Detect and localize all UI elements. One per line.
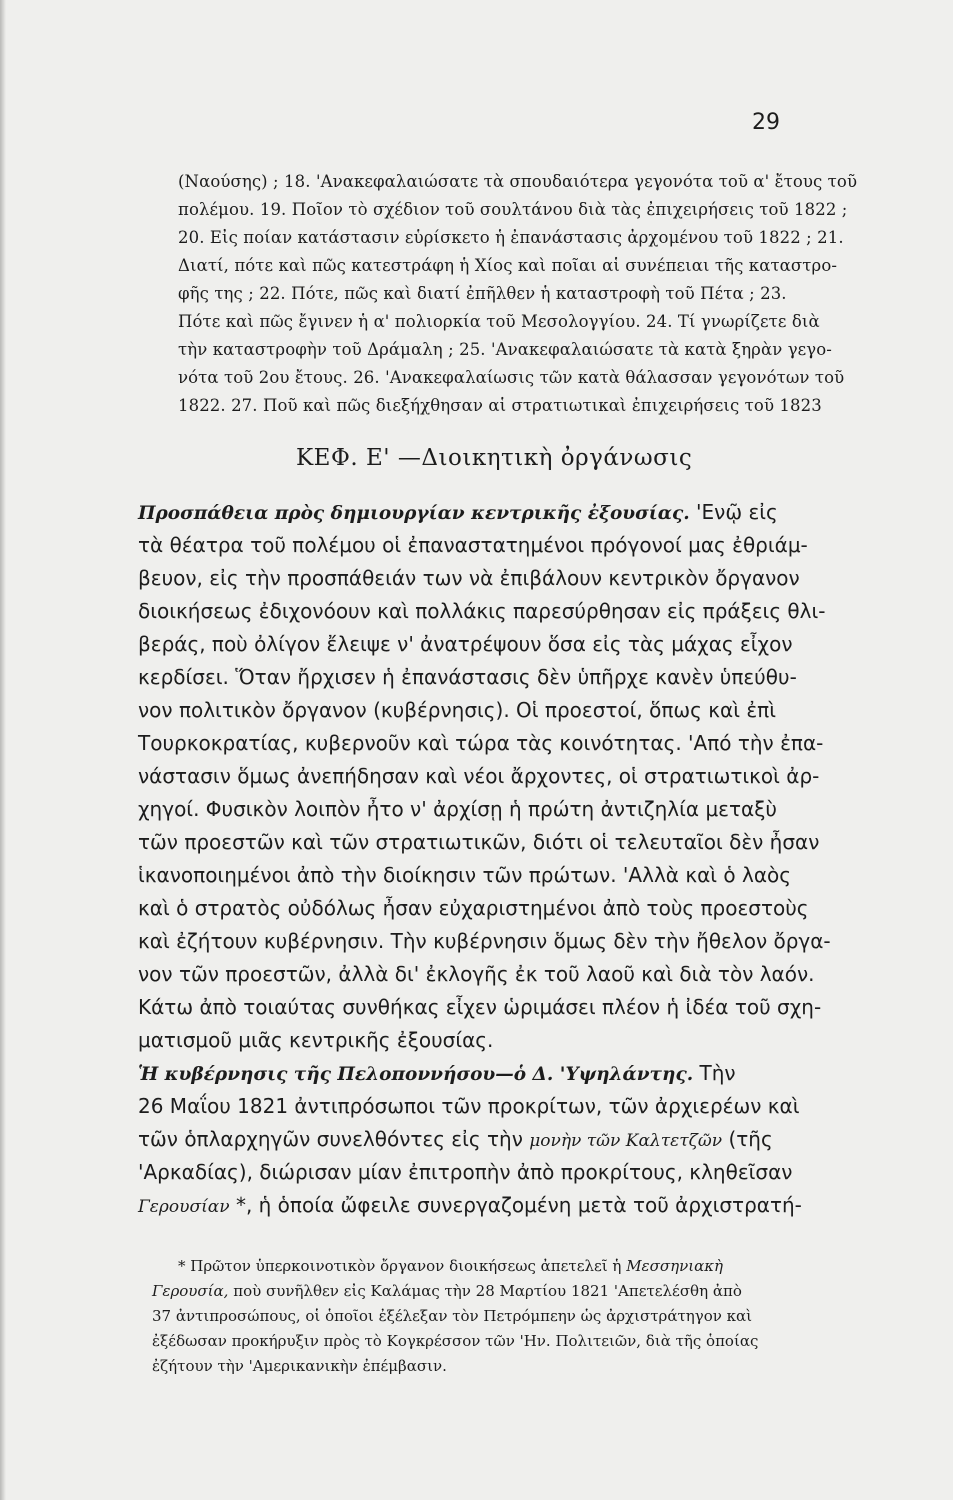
body-line: βεράς, ποὺ ὀλίγον ἔλειψε ν' ἀνατρέψουν ὅσα εἰς τὰς μάχας εἶχον [138, 632, 793, 656]
body-line: νον τῶν προεστῶν, ἀλλὰ δι' ἐκλογῆς ἐκ τοῦ λαοῦ καὶ διὰ τὸν λαόν. [138, 962, 815, 986]
body-line: διοικήσεως ἐδιχονόουν καὶ πολλάκις παρεσύρθησαν εἰς πράξεις θλι- [138, 599, 826, 623]
body-text: (τῆς [728, 1127, 773, 1151]
body-text: Τὴν [699, 1061, 736, 1085]
body-line: καὶ ἐζήτουν κυβέρνησιν. Τὴν κυβέρνησιν ὅμως δὲν τὴν ἤθελον ὄργα- [138, 929, 831, 953]
question-line: (Ναούσης) ; 18. 'Ανακεφαλαιώσατε τὰ σπουδαιότερα γεγονότα τοῦ α' ἔτους τοῦ [178, 172, 858, 191]
body-text: 'Ενῷ εἰς [696, 500, 778, 524]
body-line [138, 500, 778, 524]
footnote-line [152, 1282, 742, 1300]
body-line: τῶν προεστῶν καὶ τῶν στρατιωτικῶν, διότι οἱ τελευταῖοι δὲν ἦσαν [138, 830, 820, 854]
question-line: πολέμου. 19. Ποῖον τὸ σχέδιον τοῦ σουλτάνου διὰ τὰς ἐπιχειρήσεις τοῦ 1822 ; [178, 200, 848, 219]
body-line: κερδίσει. Ὅταν ἤρχισεν ἡ ἐπανάστασις δὲν ὑπῆρχε κανὲν ὑπεύθυ- [138, 665, 797, 689]
body-text: τῶν ὁπλαρχηγῶν συνελθόντες εἰς τὴν [138, 1127, 523, 1151]
body-line: νον πολιτικὸν ὄργανον (κυβέρνησις). Οἱ προεστοί, ὅπως καὶ ἐπὶ [138, 698, 776, 722]
footnote-text: * Πρῶτον ὑπερκοινοτικὸν ὄργανον διοικήσεως ἀπετελεῖ ἡ [178, 1257, 622, 1275]
body-line: χηγοί. Φυσικὸν λοιπὸν ἦτο ν' ἀρχίσῃ ἡ πρώτη ἀντιζηλία μεταξὺ [138, 797, 777, 821]
footnote-line: ἐξέδωσαν προκήρυξιν πρὸς τὸ Κογκρέσσον τῶν 'Ην. Πολιτειῶν, διὰ τῆς ὁποίας [152, 1332, 759, 1350]
body-line: βευον, εἰς τὴν προσπάθειάν των νὰ ἐπιβάλουν κεντρικὸν ὄργανον [138, 566, 800, 590]
body-line: καὶ ὁ στρατὸς οὐδόλως ἦσαν εὐχαριστημένοι ἀπὸ τοὺς προεστοὺς [138, 896, 809, 920]
question-line: φῆς της ; 22. Πότε, πῶς καὶ διατί ἐπῆλθεν ἡ καταστροφὴ τοῦ Πέτα ; 23. [178, 284, 787, 303]
body-line: ματισμοῦ μιᾶς κεντρικῆς ἐξουσίας. [138, 1028, 494, 1052]
body-line [138, 1193, 802, 1217]
footnote-text: ποὺ συνῆλθεν εἰς Καλάμας τὴν 28 Μαρτίου 1821 'Απετελέσθη ἀπὸ [233, 1282, 742, 1300]
body-line: τὰ θέατρα τοῦ πολέμου οἱ ἐπαναστατημένοι πρόγονοί μας ἐθριάμ- [138, 533, 808, 557]
footnote-line [178, 1257, 723, 1275]
body-line: 26 Μαΐου 1821 ἀντιπρόσωποι τῶν προκρίτων, τῶν ἀρχιερέων καὶ [138, 1094, 800, 1118]
question-line: 20. Εἰς ποίαν κατάστασιν εὑρίσκετο ἡ ἐπανάστασις ἀρχομένου τοῦ 1822 ; 21. [178, 228, 844, 247]
body-line: Κάτω ἀπὸ τοιαύτας συνθήκας εἶχεν ὡριμάσει πλέον ἡ ἰδέα τοῦ σχη- [138, 995, 822, 1019]
body-line: ἱκανοποιημένοι ἀπὸ τὴν διοίκησιν τῶν πρώτων. 'Αλλὰ καὶ ὁ λαὸς [138, 863, 791, 887]
footnote-line: 37 ἀντιπροσώπους, οἱ ὁποῖοι ἐξέλεξαν τὸν Πετρόμπεην ὡς ἀρχιστράτηγον καὶ [152, 1307, 753, 1325]
footnote-italic: Γερουσία, [152, 1282, 229, 1300]
body-line [138, 1127, 773, 1151]
page-number: 29 [752, 110, 780, 135]
footnote-line: ἐζήτουν τὴν 'Αμερικανικὴν ἐπέμβασιν. [152, 1357, 447, 1375]
section-heading: Προσπάθεια πρὸς δημιουργίαν κεντρικῆς ἐξουσίας. [138, 503, 690, 524]
footnote-italic: Μεσσηνιακὴ [626, 1257, 724, 1275]
question-line: 1822. 27. Ποῦ καὶ πῶς διεξήχθησαν αἱ στρατιωτικαὶ ἐπιχειρήσεις τοῦ 1823 [178, 396, 822, 415]
scan-edge-shadow [0, 0, 6, 1500]
body-line: νάστασιν ὅμως ἀνεπήδησαν καὶ νέοι ἄρχοντες, οἱ στρατιωτικοὶ ἀρ- [138, 764, 820, 788]
question-line: τὴν καταστροφὴν τοῦ Δράμαλη ; 25. 'Ανακεφαλαιώσατε τὰ κατὰ ξηρὰν γεγο- [178, 340, 832, 359]
italic-term: Γερουσίαν [138, 1197, 230, 1217]
body-text: *, ἡ ὁποία ὤφειλε συνεργαζομένη μετὰ τοῦ ἀρχιστρατή- [235, 1193, 802, 1217]
section-heading: Ἡ κυβέρνησις τῆς Πελοποννήσου—ὁ Δ. 'Υψηλάντης. [138, 1064, 694, 1085]
question-line: νότα τοῦ 2ου ἔτους. 26. 'Ανακεφαλαίωσις τῶν κατὰ θάλασσαν γεγονότων τοῦ [178, 368, 845, 387]
question-line: Πότε καὶ πῶς ἔγινεν ἡ α' πολιορκία τοῦ Μεσολογγίου. 24. Τί γνωρίζετε διὰ [178, 312, 820, 331]
body-line: Τουρκοκρατίας, κυβερνοῦν καὶ τώρα τὰς κοινότητας. 'Από τὴν ἐπα- [138, 731, 824, 755]
body-line: 'Αρκαδίας), διώρισαν μίαν ἐπιτροπὴν ἀπὸ προκρίτους, κληθεῖσαν [138, 1160, 793, 1184]
body-line [138, 1061, 736, 1085]
chapter-title: ΚΕΦ. Ε' —Διοικητικὴ ὀργάνωσις [296, 445, 693, 471]
question-line: Διατί, πότε καὶ πῶς κατεστράφη ἡ Χίος καὶ ποῖαι αἱ συνέπειαι τῆς καταστρο- [178, 256, 838, 275]
italic-place-name: μονὴν τῶν Καλτετζῶν [529, 1131, 723, 1151]
